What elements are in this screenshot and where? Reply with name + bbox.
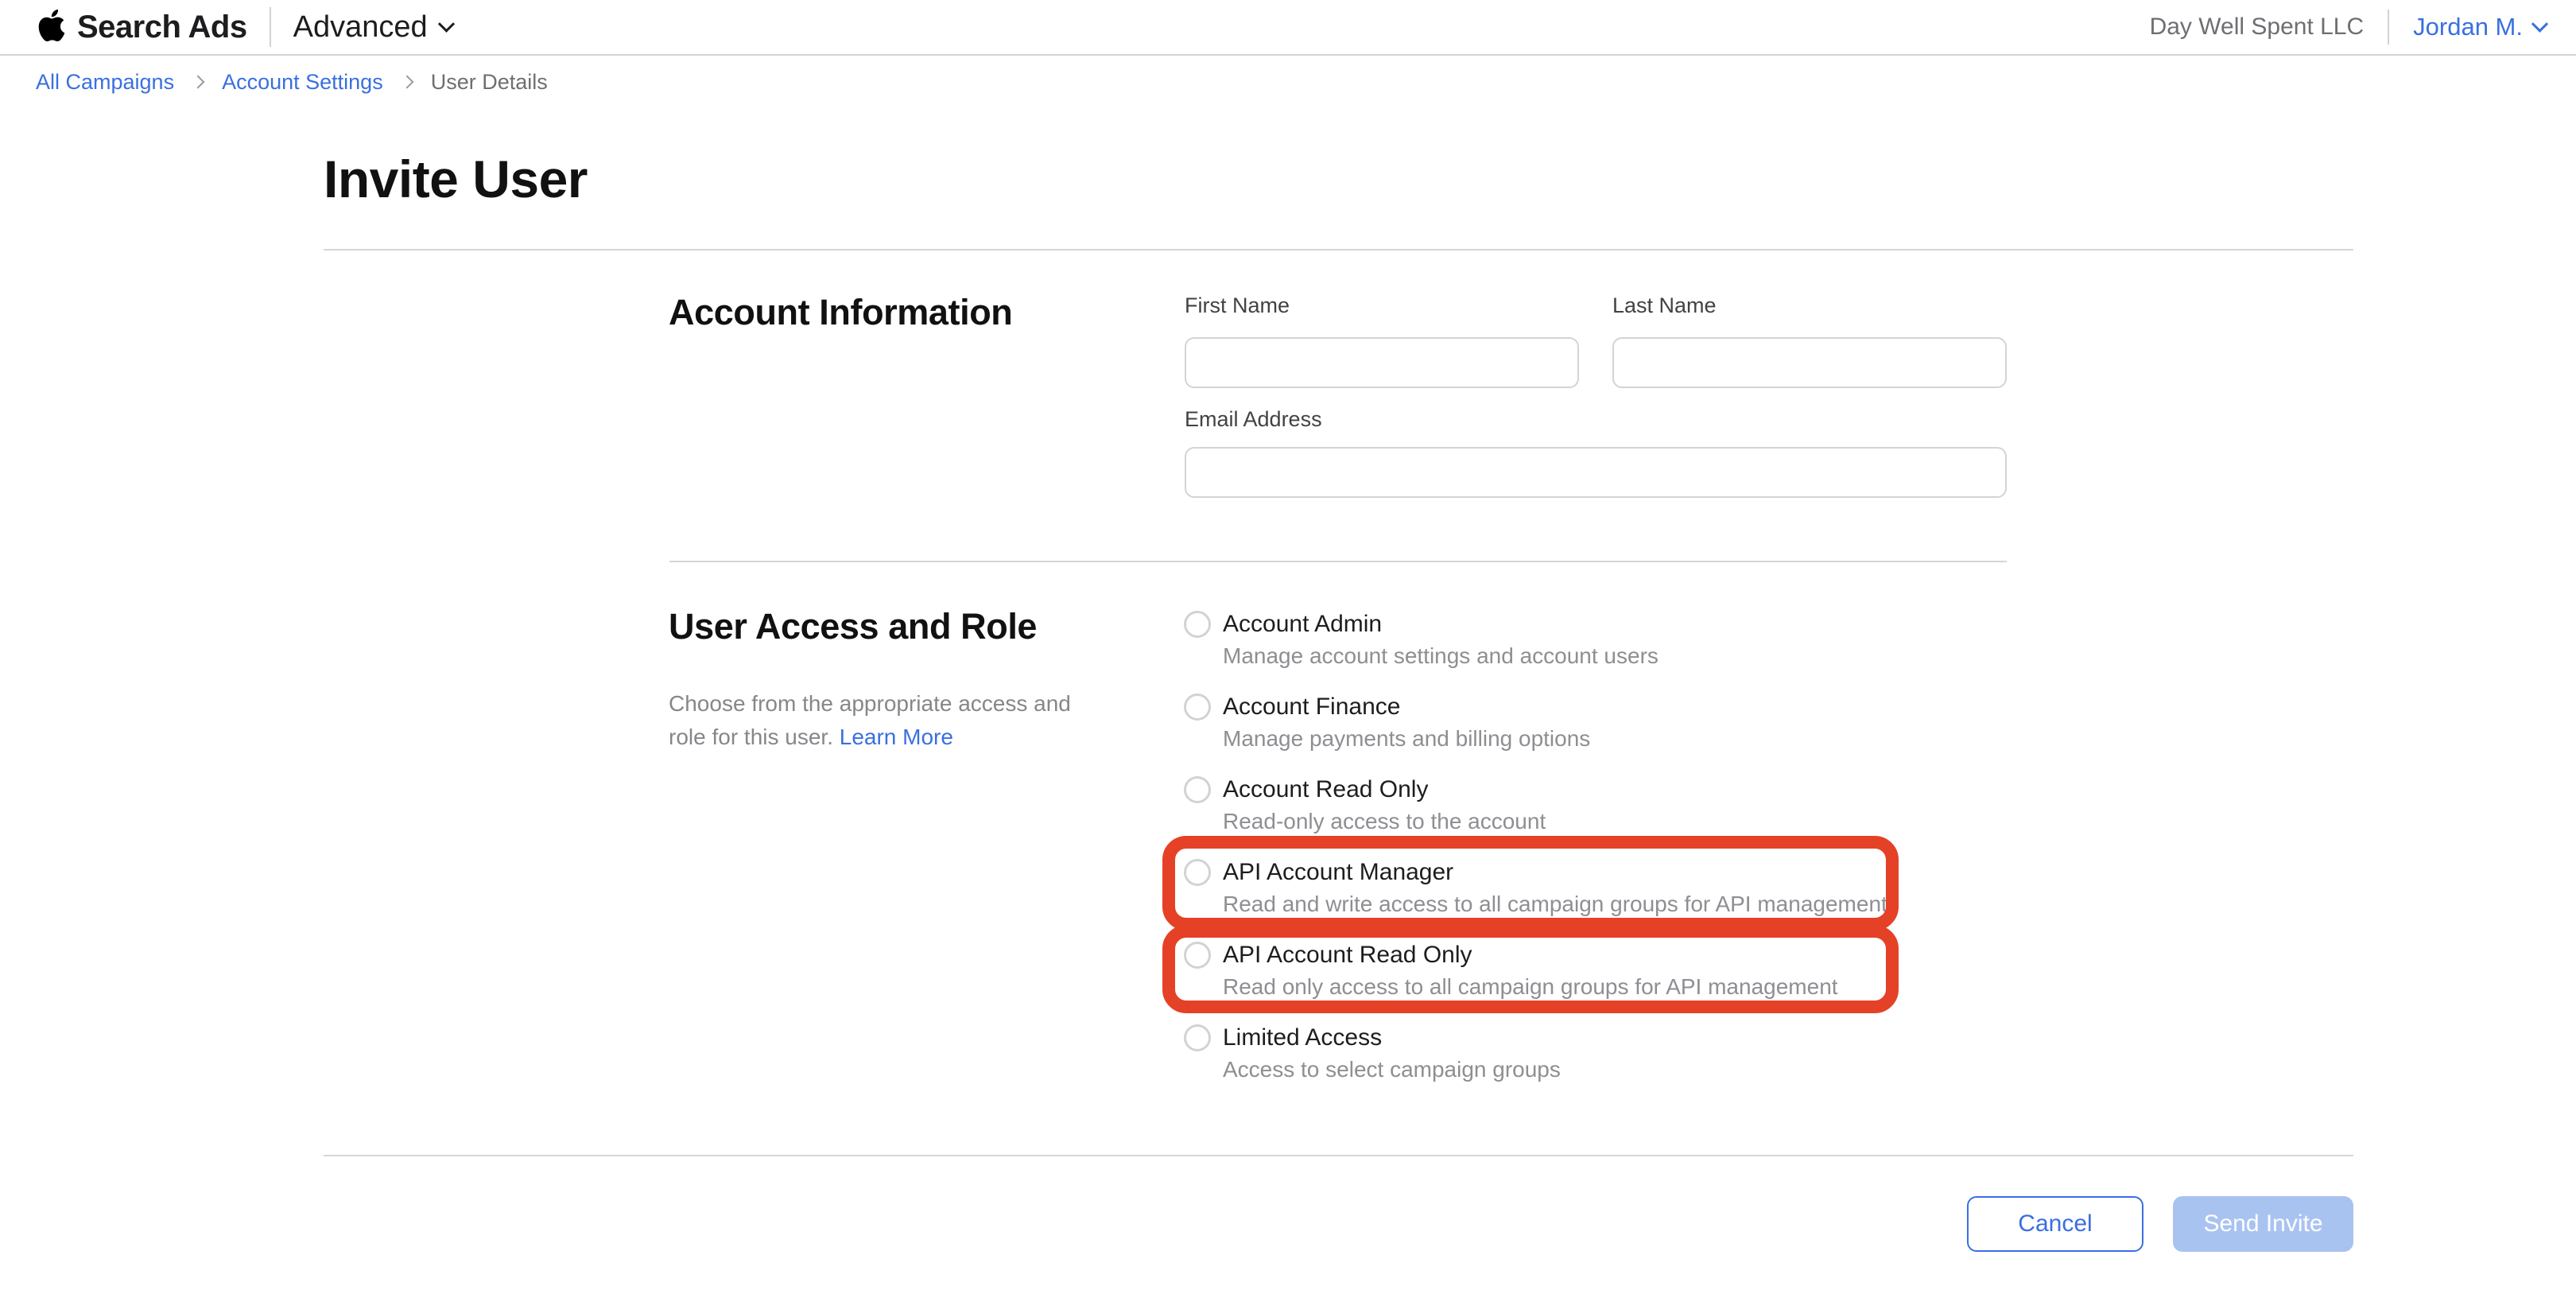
- email-address-field[interactable]: [1185, 447, 2007, 498]
- nav-divider: [270, 7, 271, 47]
- option-description: Read-only access to the account: [1223, 809, 1546, 833]
- radio-button[interactable]: [1184, 942, 1211, 969]
- breadcrumb: [0, 56, 2576, 108]
- option-row: [1184, 611, 1979, 638]
- option-label[interactable]: Account Admin: [1223, 611, 1383, 637]
- chevron-right-icon: [400, 76, 413, 89]
- org-name: Day Well Spent LLC: [2149, 14, 2365, 40]
- role-option-limited-access: [1184, 1024, 1979, 1107]
- option-description: Read and write access to all campaign groups for API management: [1223, 892, 1887, 916]
- option-label[interactable]: API Account Read Only: [1223, 942, 1472, 968]
- account-information-heading: Account Information: [669, 292, 1013, 332]
- user-access-description-text: Choose from the appropriate access and role for this user.: [669, 691, 1071, 749]
- option-label[interactable]: Limited Access: [1223, 1024, 1383, 1051]
- page-title: Invite User: [324, 150, 588, 208]
- option-description: Manage payments and billing options: [1223, 726, 1591, 751]
- user-name: Jordan M.: [2413, 13, 2523, 41]
- learn-more-link[interactable]: Learn More: [839, 725, 953, 749]
- chevron-down-icon: [2531, 15, 2548, 32]
- apple-logo-icon[interactable]: [36, 8, 68, 43]
- title-divider: [324, 249, 2353, 251]
- send-invite-button[interactable]: Send Invite: [2173, 1196, 2353, 1252]
- nav-left-group: [36, 7, 452, 47]
- role-options-list: [1184, 611, 1979, 1107]
- last-name-label: Last Name: [1612, 293, 1717, 317]
- option-row: [1184, 694, 1979, 721]
- breadcrumb-account-settings[interactable]: Account Settings: [222, 69, 383, 94]
- user-menu-button[interactable]: [2413, 13, 2546, 41]
- chevron-down-icon: [438, 15, 455, 32]
- radio-button[interactable]: [1184, 694, 1211, 721]
- role-option-api-account-read-only: [1184, 942, 1979, 1024]
- cancel-button[interactable]: Cancel: [1967, 1196, 2143, 1252]
- role-option-account-finance: [1184, 694, 1979, 776]
- brand-title[interactable]: Search Ads: [77, 9, 247, 45]
- user-access-description: [669, 687, 1078, 754]
- option-row: [1184, 776, 1979, 803]
- radio-button[interactable]: [1184, 776, 1211, 803]
- nav-divider: [2388, 10, 2389, 45]
- option-description: Read only access to all campaign groups for API management: [1223, 974, 1838, 999]
- radio-button[interactable]: [1184, 611, 1211, 638]
- option-row: [1184, 859, 1979, 886]
- first-name-field[interactable]: [1185, 337, 1579, 388]
- footer-divider: [324, 1155, 2353, 1156]
- breadcrumb-all-campaigns[interactable]: All Campaigns: [36, 69, 175, 94]
- role-option-account-read-only: [1184, 776, 1979, 859]
- section-divider: [669, 561, 2007, 562]
- first-name-label: First Name: [1185, 293, 1290, 317]
- advanced-menu-label: Advanced: [293, 10, 428, 44]
- option-row: [1184, 942, 1979, 969]
- radio-button[interactable]: [1184, 1024, 1211, 1051]
- nav-right-group: [2150, 10, 2546, 45]
- option-label[interactable]: API Account Manager: [1223, 859, 1454, 885]
- email-address-label: Email Address: [1185, 407, 1322, 431]
- option-label[interactable]: Account Read Only: [1223, 776, 1429, 802]
- role-option-api-account-manager: [1184, 859, 1979, 942]
- option-description: Manage account settings and account users: [1223, 643, 1658, 668]
- radio-button[interactable]: [1184, 859, 1211, 886]
- option-description: Access to select campaign groups: [1223, 1057, 1561, 1082]
- breadcrumb-current-user-details: User Details: [430, 69, 548, 94]
- chevron-right-icon: [192, 76, 205, 89]
- user-access-heading: User Access and Role: [669, 606, 1038, 647]
- last-name-field[interactable]: [1612, 337, 2007, 388]
- option-row: [1184, 1024, 1979, 1051]
- role-option-account-admin: [1184, 611, 1979, 694]
- option-label[interactable]: Account Finance: [1223, 694, 1401, 720]
- advanced-menu-button[interactable]: [293, 10, 452, 45]
- top-nav: [0, 0, 2576, 56]
